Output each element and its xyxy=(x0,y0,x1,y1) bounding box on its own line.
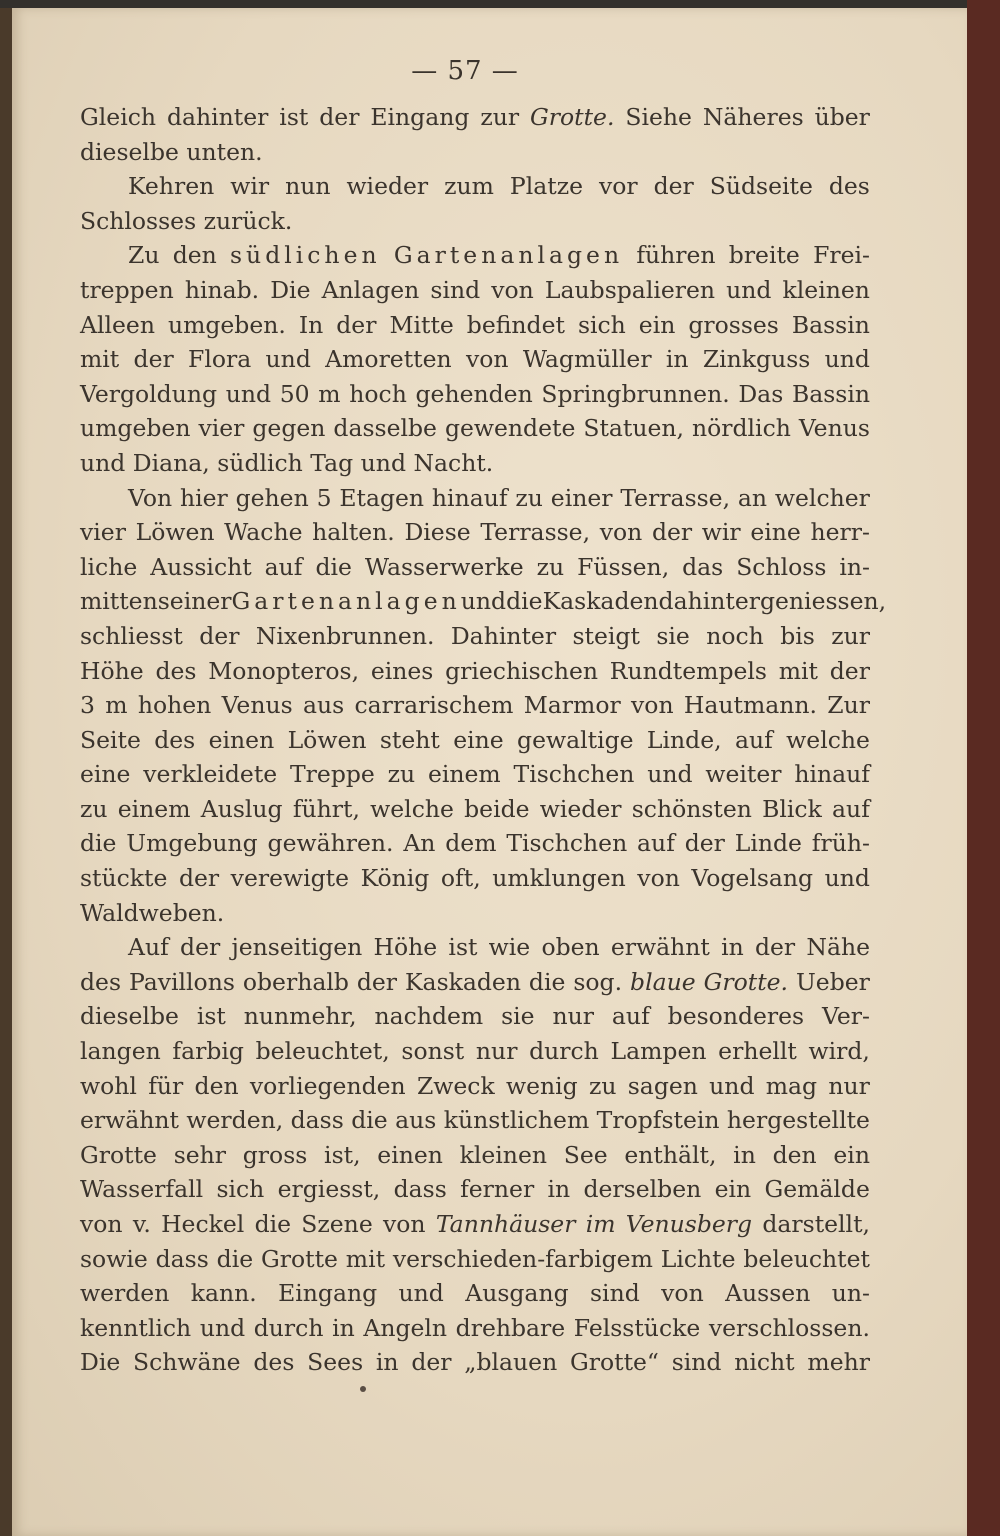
text-line: zu einem Auslug führt, welche beide wieder schönsten Blick auf xyxy=(80,794,870,823)
text-line: dieselbe unten. xyxy=(80,137,263,166)
binding-strip xyxy=(967,0,1000,1536)
text-line: kenntlich und durch in Angeln drehbare Felsstücke verschlossen. xyxy=(80,1313,870,1342)
body-text xyxy=(80,100,887,1380)
text-line: mitten seiner Gartenanlagen und die Kaskaden dahinter geniessen, xyxy=(80,587,887,616)
text-line: mit der Flora und Amoretten von Wagmüller in Zinkguss und xyxy=(80,345,870,374)
text-line: Grotte sehr gross ist, einen kleinen See enthält, in den ein xyxy=(80,1140,870,1169)
text-line: Wasserfall sich ergiesst, dass ferner in derselben ein Gemälde xyxy=(80,1175,870,1204)
text-line: Höhe des Monopteros, eines griechischen Rundtempels mit der xyxy=(80,656,870,685)
text-line: dieselbe ist nunmehr, nachdem sie nur auf besonderes Ver- xyxy=(80,1002,870,1031)
text-line: eine verkleidete Treppe zu einem Tischchen und weiter hinauf xyxy=(80,760,870,789)
text-line: Die Schwäne des Sees in der „blauen Grotte“ sind nicht mehr xyxy=(80,1348,870,1377)
text-line: Auf der jenseitigen Höhe ist wie oben erwähnt in der Nähe xyxy=(128,933,870,962)
page-number: — 57 — xyxy=(411,56,519,86)
text-line: Von hier gehen 5 Etagen hinauf zu einer Terrasse, an welcher xyxy=(128,483,870,512)
text-line: Alleen umgeben. In der Mitte befindet sich ein grosses Bassin xyxy=(80,310,870,339)
text-line: die Umgebung gewähren. An dem Tischchen auf der Linde früh- xyxy=(80,829,870,858)
text-line: schliesst der Nixenbrunnen. Dahinter steigt sie noch bis zur xyxy=(80,621,870,650)
text-line: Waldweben. xyxy=(80,898,225,927)
text-line: langen farbig beleuchtet, sonst nur durch Lampen erhellt wird, xyxy=(80,1037,870,1066)
text-line: wohl für den vorliegenden Zweck wenig zu sagen und mag nur xyxy=(80,1071,870,1100)
text-line: von v. Heckel die Szene von Tannhäuser im Venusberg darstellt, xyxy=(80,1210,870,1238)
text-line: Schlosses zurück. xyxy=(80,206,293,235)
text-line: Vergoldung und 50 m hoch gehenden Springbrunnen. Das Bassin xyxy=(80,379,870,408)
text-line: erwähnt werden, dass die aus künstlichem Tropfstein hergestellte xyxy=(80,1106,870,1135)
text-line: treppen hinab. Die Anlagen sind von Laubspalieren und kleinen xyxy=(80,275,870,304)
ink-speck xyxy=(360,1386,366,1392)
text-line: Seite des einen Löwen steht eine gewaltige Linde, auf welche xyxy=(80,725,870,754)
text-line: 3 m hohen Venus aus carrarischem Marmor von Hautmann. Zur xyxy=(80,691,870,720)
text-line: und Diana, südlich Tag und Nacht. xyxy=(80,448,494,477)
text-line: Kehren wir nun wieder zum Platze vor der Südseite des xyxy=(128,172,870,201)
text-line: umgeben vier gegen dasselbe gewendete Statuen, nördlich Venus xyxy=(80,414,870,443)
text-line: stückte der verewigte König oft, umklungen von Vogelsang und xyxy=(80,864,870,893)
text-line: werden kann. Eingang und Ausgang sind von Aussen un- xyxy=(80,1279,870,1308)
page-left-edge xyxy=(0,8,12,1536)
text-line: des Pavillons oberhalb der Kaskaden die sog. blaue Grotte. Ueber xyxy=(80,967,870,996)
text-line: Zu den südlichen Gartenanlagen führen breite Frei- xyxy=(128,241,870,270)
text-line: liche Aussicht auf die Wasserwerke zu Füssen, das Schloss in- xyxy=(80,552,870,581)
text-line: vier Löwen Wache halten. Diese Terrasse, von der wir eine herr- xyxy=(80,518,870,547)
text-line: Gleich dahinter ist der Eingang zur Grotte. Siehe Näheres über xyxy=(80,103,870,131)
text-line: sowie dass die Grotte mit verschieden-farbigem Lichte beleuchtet xyxy=(80,1244,870,1273)
